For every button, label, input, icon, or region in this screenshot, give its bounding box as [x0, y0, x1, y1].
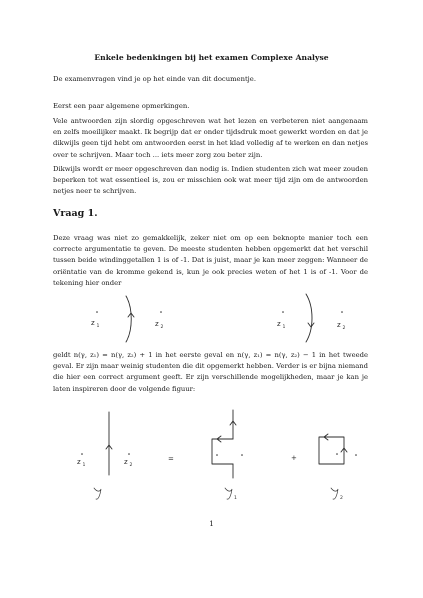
gamma-1-point-z1 [216, 454, 218, 456]
figure-orientation [0, 290, 423, 346]
intro-paragraph [53, 74, 368, 85]
point-z2-dot-fig2 [128, 453, 130, 455]
point-z2-letter-case-2: z [337, 321, 341, 329]
original-curve-sketch [77, 412, 133, 499]
gamma-2-label-glyph [331, 488, 338, 499]
point-z2-letter: z [155, 320, 159, 328]
plus-sign: + [291, 454, 297, 462]
general-remarks-text: Eerst een paar algemene opmerkingen. [53, 102, 190, 110]
point-z1-letter-case-2: z [277, 320, 281, 328]
remark-2-text: Dikwijls wordt er meer opgeschreven dan nodig is. Indien studenten zich wat meer zouden beperken tot wat essentieel is, zou er misschien ook wat meer tijd zijn om de antwoorden netjes neer te schrijven. [53, 165, 368, 196]
curve-gamma-case-2 [306, 294, 312, 342]
point-z1-subscript-case-2: 1 [282, 325, 286, 330]
page-number: 1 [209, 519, 214, 528]
gamma-2-label-subscript: 2 [340, 496, 343, 501]
gamma-1-loop [212, 439, 233, 464]
point-z1-letter-fig2: z [77, 458, 81, 466]
question-1-paragraph-1 [53, 233, 368, 289]
point-z1-subscript: 1 [96, 324, 100, 329]
point-z1-letter: z [91, 319, 95, 327]
document-title: Enkele bedenkingen bij het examen Complexe Analyse [94, 53, 329, 62]
point-z2-subscript-case-2: 2 [342, 326, 346, 331]
curve-gamma-case-1 [126, 296, 131, 342]
general-remarks-paragraph [53, 101, 368, 112]
question-1-text-1: Deze vraag was niet zo gemakkelijk, zeker niet om op een beknopte manier toch een correcte argumentatie te geven. De meeste studenten hebben opgemerkt dat het verschil tussen beide windinggetallen 1 is of -1. Dat is juist, maar je kan meer zeggen: Wanneer de oriëntatie van de kromme gekend is, kun je ook precies weten of het 1 is of -1. Voor de tekening hier onder [53, 234, 368, 287]
equals-sign: = [168, 455, 174, 463]
point-z2-dot-case-2 [341, 311, 343, 313]
question-1-paragraph-2 [53, 350, 368, 395]
point-z2-subscript: 2 [160, 325, 164, 330]
gamma-2-point-outside [355, 454, 357, 456]
gamma-2-loop [319, 437, 344, 464]
question-heading: Vraag 1. [53, 208, 98, 219]
gamma-1-point-z2 [241, 454, 243, 456]
case-1-sketch [91, 296, 164, 342]
gamma-2-sketch [319, 434, 357, 501]
case-2-sketch [277, 294, 346, 342]
gamma-1-sketch [212, 410, 243, 501]
point-z1-subscript-fig2: 1 [82, 463, 86, 468]
figure-decomposition-drawing [0, 402, 423, 502]
point-z1-dot-case-2 [282, 311, 284, 313]
gamma-label-glyph [94, 488, 101, 499]
orientation-arrow-down-case-2 [308, 323, 314, 327]
point-z1-dot-fig2 [81, 453, 83, 455]
remark-2-paragraph [53, 164, 368, 198]
remark-1-text: Vele antwoorden zijn slordig opgeschreven wat het lezen en verbeteren niet aangenaam en zelfs moeilijker maakt. Ik begrijp dat er onder tijdsdruk moet gewerkt worden en dat je dikwijls geen tijd hebt om antwoorden eerst in het klad volledig af te werken en dan netjes over te schrijven. Maar toch ... iets meer zorg zou beter zijn. [53, 117, 368, 159]
question-1-text-2: geldt n(γ, z₁) = n(γ, z₂) + 1 in het eerste geval en n(γ, z₁) = n(γ, z₂) − 1 in het tweede geval. Er zijn maar weinig studenten die dit opgemerkt hebben. Verder is er bijna niemand die hier een correct argument geeft. Er zijn verschillende mogelijkheden, maar je kan je laten inspireren door de volgende figuur: [53, 351, 368, 393]
point-z2-letter-fig2: z [124, 458, 128, 466]
gamma-2-point-z2 [336, 453, 338, 455]
point-z1-dot [96, 311, 98, 313]
intro-text: De examenvragen vind je op het einde van dit documentje. [53, 75, 256, 83]
figure-decomposition [0, 402, 423, 502]
point-z2-subscript-fig2: 2 [129, 463, 133, 468]
figure-orientation-drawing [0, 290, 423, 346]
gamma-1-label-subscript: 1 [234, 496, 237, 501]
gamma-1-label-glyph [225, 488, 232, 499]
point-z2-dot [160, 311, 162, 313]
remark-1-paragraph [53, 116, 368, 161]
